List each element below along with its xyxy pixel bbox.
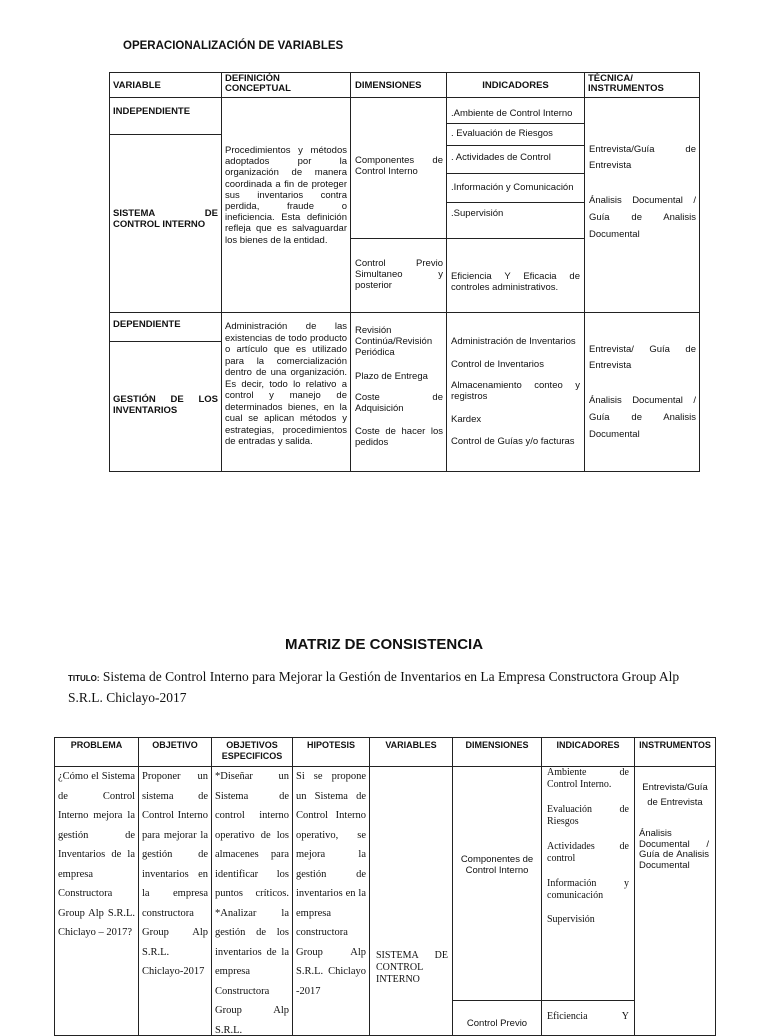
matriz-problema: ¿Cómo el Sistema de Control Interno mejora la gestión de Inventarios de la empresa Constructora Group Alp S.R.L. Chiclayo – 2017? (54, 766, 139, 1036)
variable-independiente: SISTEMA DE CONTROL INTERNO (113, 208, 218, 230)
divider (447, 238, 584, 239)
matriz-indicador-item: Actividades de control (547, 841, 629, 864)
matriz-indicador-eficiencia: Eficiencia Y (547, 1011, 629, 1022)
indicador-item: Almacenamiento conteo y registros (451, 380, 580, 402)
tecnica-analisis: Ánalisis Documental / Guía de Analisis Documental (589, 195, 696, 240)
matriz-objetivos-especificos: *Diseñar un Sistema de control interno operativo de los almacenes para identificar los puntos críticos. *Analizar la gestión de los inventarios de la empresa Constructora Group Alp S.R.L. (211, 766, 293, 1036)
matriz-header-instrumentos: INSTRUMENTOS (634, 737, 716, 767)
divider (447, 123, 584, 124)
variable-independiente-cell (109, 97, 222, 313)
indicador-item: Kardex (451, 414, 482, 425)
divider (110, 341, 221, 342)
dimension-control-previo: Control Previo Simultaneo y posterior (355, 258, 443, 291)
tecnica-entrevista: Entrevista/ Guía de Entrevista (589, 344, 696, 371)
matriz-dimension-control-previo: Control Previo (466, 1018, 528, 1029)
matriz-indicador-item: Ambiente de Control Interno. (547, 767, 629, 790)
dimension-item: Revisión Continúa/Revisión Periódica (355, 325, 433, 358)
indicador-item: . Actividades de Control (451, 152, 551, 163)
matriz-dimensiones-cell (452, 766, 542, 1036)
variable-dependiente-cell (109, 312, 222, 472)
divider (447, 173, 584, 174)
matriz-header-dimensiones: DIMENSIONES (452, 737, 542, 767)
tecnica-analisis: Ánalisis Documental / Guía de Analisis Documental (589, 395, 696, 440)
dimensiones-dependiente-cell (350, 312, 447, 472)
matriz-objetivo: Proponer un sistema de Control Interno para mejorar la gestión de inventarios en la empresa constructora Group Alp S.R.L. Chiclayo-2017 (138, 766, 212, 1036)
matriz-header-problema: PROBLEMA (54, 737, 139, 767)
matriz-indicador-item: Información y comunicación (547, 878, 629, 901)
tecnica-entrevista: Entrevista/Guía de Entrevista (589, 144, 696, 171)
dimensiones-independiente-cell (350, 97, 447, 313)
indicadores-dependiente-cell (446, 312, 585, 472)
matriz-header-variables: VARIABLES (369, 737, 453, 767)
divider (453, 1000, 541, 1001)
header-tecnica: TÉCNICA/ INSTRUMENTOS (584, 72, 700, 98)
matriz-variable-cell (369, 766, 453, 1036)
indicadores-independiente-cell (446, 97, 585, 313)
indicador-item: .Información y Comunicación (451, 182, 574, 193)
matriz-instrumento-analisis: Ánalisis Documental / Guía de Analisis Documental (639, 828, 709, 871)
dimension-item: Coste de Adquisición (355, 392, 443, 414)
variable-dependiente: GESTIÓN DE LOS INVENTARIOS (113, 394, 218, 416)
indicador-item: .Ambiente de Control Interno (451, 108, 573, 119)
titulo-text: Sistema de Control Interno para Mejorar la Gestión de Inventarios en La Empresa Constructora Group Alp S.R.L. Chiclayo-2017 (68, 669, 680, 705)
matriz-dimension-componentes: Componentes de Control Interno (460, 854, 534, 876)
header-dimensiones: DIMENSIONES (350, 72, 447, 98)
divider (542, 1000, 634, 1001)
matriz-header-objetivos-especificos: OBJETIVOS ESPECIFICOS (211, 737, 293, 767)
independiente-label: INDEPENDIENTE (113, 106, 191, 117)
divider (447, 145, 584, 146)
matriz-instrumentos-cell (634, 766, 716, 1036)
tecnica-independiente-cell (584, 97, 700, 313)
indicador-item: Control de Guías y/o facturas (451, 436, 575, 447)
matriz-header-indicadores: INDICADORES (541, 737, 635, 767)
matriz-indicador-item: Supervisión (547, 914, 595, 925)
titulo-label: TITULO: (68, 674, 100, 683)
matriz-indicador-item: Evaluación de Riesgos (547, 804, 629, 827)
indicador-item: Control de Inventarios (451, 359, 544, 370)
indicador-item: . Evaluación de Riesgos (451, 128, 553, 139)
matriz-hipotesis: Si se propone un Sistema de Control Interno operativo, se mejora la gestión de inventarios en la empresa constructora Group Alp S.R.L. Chiclayo -2017 (292, 766, 370, 1036)
matriz-indicadores-cell (541, 766, 635, 1036)
dimension-item: Coste de hacer los pedidos (355, 426, 443, 448)
divider (447, 202, 584, 203)
indicador-item: Administración de Inventarios (451, 336, 576, 347)
header-variable: VARIABLE (109, 72, 222, 98)
matriz-header-objetivo: OBJETIVO (138, 737, 212, 767)
definicion-independiente: Procedimientos y métodos adoptados por la organización de manera coordinada a fin de proteger sus inventarios contra perdida, fraude o ineficiencia. Esta definición refleja que es salvaguardar los bienes de la entidad. (221, 97, 351, 313)
header-definicion: DEFINICIÓN CONCEPTUAL (221, 72, 351, 98)
matriz-variable: SISTEMA DE CONTROL INTERNO (376, 950, 448, 985)
definicion-dependiente: Administración de las existencias de todo producto o artículo que es utilizado para la comercialización dentro de una organización. Es decir, todo lo relativo a control y manejo de determinados bienes, en la cual se aplican métodos y estrategias, procedimientos de entradas y salida. (221, 312, 351, 472)
tecnica-dependiente-cell (584, 312, 700, 472)
divider (110, 134, 221, 135)
dimension-componentes: Componentes de Control Interno (355, 155, 443, 177)
divider (351, 238, 446, 239)
indicador-eficiencia: Eficiencia Y Eficacia de controles administrativos. (451, 271, 580, 293)
dimension-item: Plazo de Entrega (355, 371, 428, 382)
matriz-title: MATRIZ DE CONSISTENCIA (284, 636, 484, 653)
indicador-item: .Supervisión (451, 208, 504, 219)
table1-title: OPERACIONALIZACIÓN DE VARIABLES (123, 40, 344, 52)
dependiente-label: DEPENDIENTE (113, 319, 181, 330)
header-indicadores: INDICADORES (446, 72, 585, 98)
matriz-instrumento-entrevista: Entrevista/Guía de Entrevista (642, 782, 708, 808)
matriz-header-hipotesis: HIPOTESIS (292, 737, 370, 767)
matriz-titulo (68, 667, 708, 707)
